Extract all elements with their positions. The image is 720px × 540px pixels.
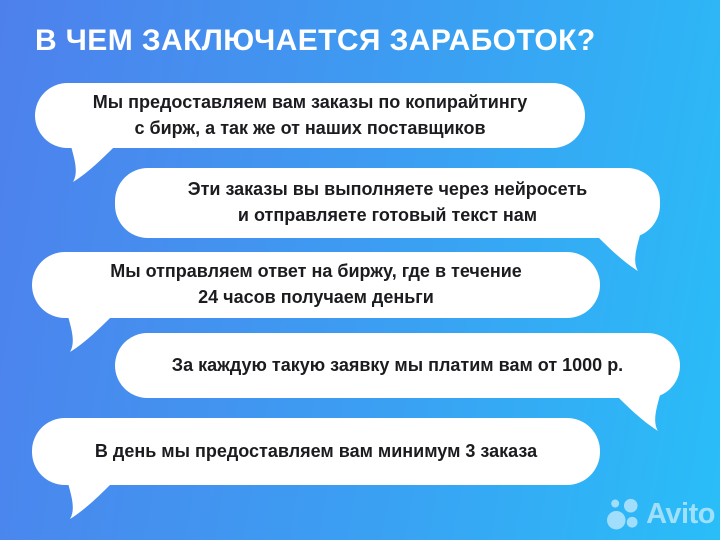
bubble-tail-left-icon (65, 146, 115, 182)
avito-watermark (605, 496, 715, 533)
bubble-text-line: За каждую такую заявку мы платим вам от 1000 р. (171, 354, 624, 375)
speech-bubble-1 (35, 83, 585, 148)
page-title: В ЧЕМ ЗАКЛЮЧАЕТСЯ ЗАРАБОТОК? (35, 24, 596, 57)
avito-logo-icon (605, 496, 642, 533)
speech-bubble-4 (115, 333, 680, 398)
bubble-text-line: Эти заказы вы выполняете через нейросеть (187, 179, 588, 199)
bubble-tail-left-icon (62, 483, 112, 519)
speech-bubble-5 (32, 418, 600, 485)
bubble-text-line: В день мы предоставляем вам минимум 3 заказа (94, 440, 538, 461)
bubble-text-line: с бирж, а так же от наших поставщиков (134, 117, 486, 138)
bubble-tail-left-icon (62, 316, 112, 352)
avito-wordmark: Avito (646, 498, 715, 530)
bubble-text-line: Мы отправляем ответ на биржу, где в течение (110, 261, 522, 281)
bubble-tail-right-icon (616, 395, 666, 431)
speech-bubble-2 (115, 168, 660, 238)
bubble-text-line: 24 часов получаем деньги (198, 287, 434, 307)
bubble-text-line: Мы предоставляем вам заказы по копирайтингу (92, 91, 528, 112)
bubble-tail-right-icon (596, 235, 646, 271)
bubble-text-line: и отправляете готовый текст нам (237, 205, 538, 225)
speech-bubble-3 (32, 252, 600, 318)
